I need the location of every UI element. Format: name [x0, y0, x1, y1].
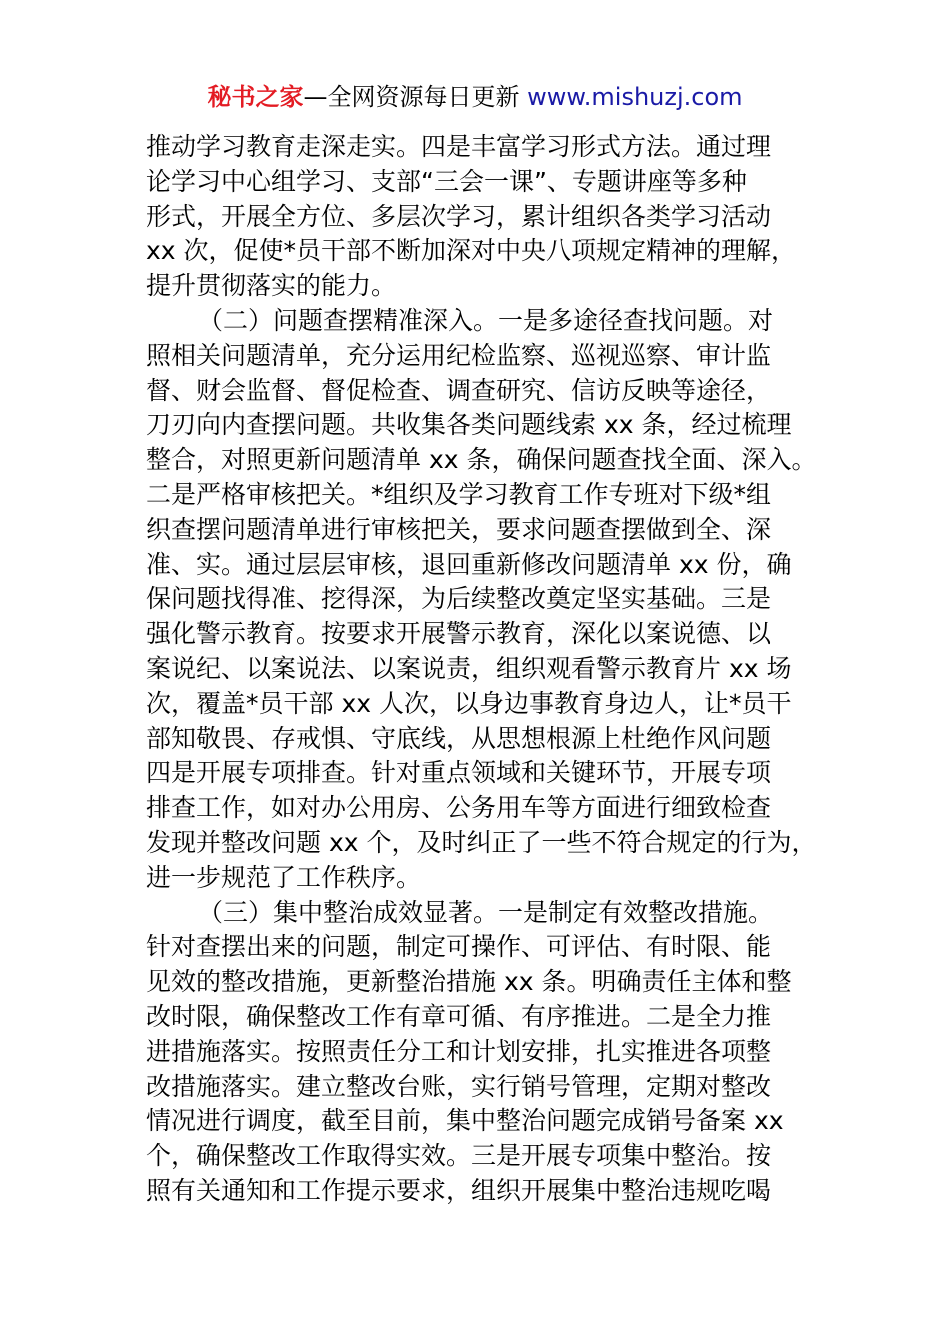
site-url-link[interactable]: www.mishuzj.com — [527, 83, 743, 111]
text-line: 整合，对照更新问题清单 xx 条，确保问题查找全面、深入。 — [146, 445, 817, 475]
text-line: 推动学习教育走深走实。四是丰富学习形式方法。通过理 — [146, 132, 772, 161]
text-line: 刀刃向内查摆问题。共收集各类问题线索 xx 条，经过梳理 — [146, 410, 792, 440]
text-line: 发现并整改问题 xx 个，及时纠正了一些不符合规定的行为， — [146, 827, 817, 857]
text-line: xx 次，促使*员干部不断加深对中央八项规定精神的理解， — [146, 236, 797, 266]
text-line: 案说纪、以案说法、以案说责，组织观看警示教育片 xx 场 — [146, 653, 792, 683]
text-line: 进一步规范了工作秩序。 — [146, 862, 422, 892]
text-line: 针对查摆出来的问题，制定可操作、可评估、有时限、能 — [146, 932, 772, 962]
site-brand: 秘书之家 — [207, 83, 304, 111]
site-header — [0, 80, 950, 114]
text-line: 部知敬畏、存戒惧、守底线，从思想根源上杜绝作风问题 — [146, 723, 772, 753]
text-line: 改措施落实。建立整改台账，实行销号管理，定期对整改 — [146, 1071, 772, 1101]
text-line: 排查工作，如对办公用房、公务用车等方面进行细致检查 — [146, 793, 772, 823]
text-line: 四是开展专项排查。针对重点领域和关键环节，开展专项 — [146, 758, 772, 788]
text-line: 准、实。通过层层审核，退回重新修改问题清单 xx 份，确 — [146, 549, 792, 579]
text-line: 照相关问题清单，充分运用纪检监察、巡视巡察、审计监 — [146, 340, 772, 370]
text-line: 督、财会监督、督促检查、调查研究、信访反映等途径， — [146, 375, 772, 405]
site-tagline: —全网资源每日更新 — [303, 83, 528, 111]
text-line: 见效的整改措施，更新整治措施 xx 条。明确责任主体和整 — [146, 967, 792, 997]
text-line: 提升贯彻落实的能力。 — [146, 271, 397, 301]
text-line: （三）集中整治成效显著。一是制定有效整改措施。 — [198, 897, 774, 927]
text-line: （二）问题查摆精准深入。一是多途径查找问题。对 — [198, 305, 774, 335]
document-body — [146, 130, 846, 1209]
text-line: 情况进行调度，截至目前，集中整治问题完成销号备案 xx — [146, 1106, 784, 1136]
text-line: 进措施落实。按照责任分工和计划安排，扎实推进各项整 — [146, 1036, 772, 1066]
text-line: 次，覆盖*员干部 xx 人次，以身边事教育身边人，让*员干 — [146, 688, 792, 718]
text-line: 织查摆问题清单进行审核把关，要求问题查摆做到全、深 — [146, 514, 772, 544]
text-line: 保问题找得准、挖得深，为后续整改奠定坚实基础。三是 — [146, 584, 772, 614]
text-line: 改时限，确保整改工作有章可循、有序推进。二是全力推 — [146, 1001, 772, 1031]
text-line: 强化警示教育。按要求开展警示教育，深化以案说德、以 — [146, 619, 772, 649]
text-line: 形式，开展全方位、多层次学习，累计组织各类学习活动 — [146, 201, 772, 231]
text-line: 论学习中心组学习、支部“三会一课”、专题讲座等多种 — [146, 166, 747, 196]
text-line: 照有关通知和工作提示要求，组织开展集中整治违规吃喝 — [146, 1175, 772, 1205]
text-line: 个，确保整改工作取得实效。三是开展专项集中整治。按 — [146, 1141, 772, 1171]
text-line: 二是严格审核把关。*组织及学习教育工作专班对下级*组 — [146, 479, 772, 509]
